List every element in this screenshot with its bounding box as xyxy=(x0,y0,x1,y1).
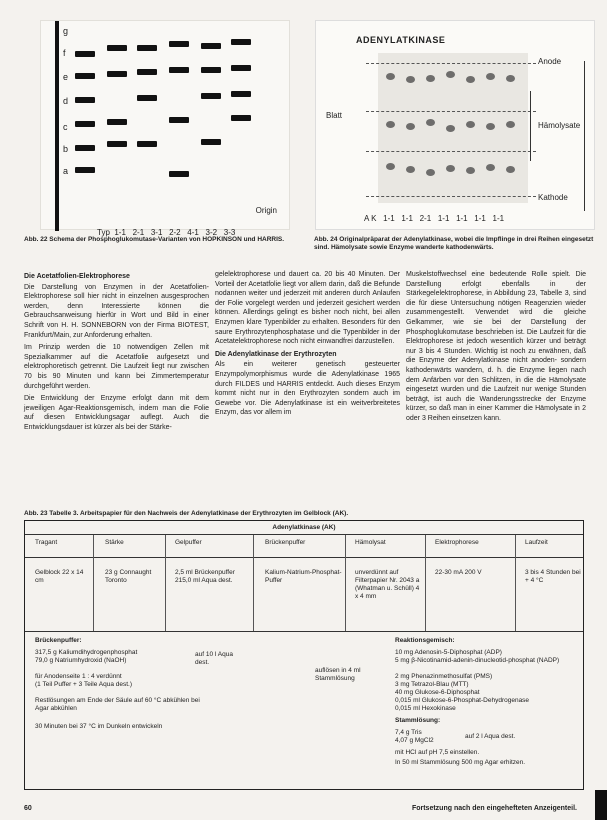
reagent-line: In 50 ml Stammlösung 500 mg Agar erhitzen. xyxy=(395,759,526,766)
reagent-line: Restlösungen am Ende der Säule auf 60 °C abkühlen bei Agar abkühlen xyxy=(35,697,200,712)
reagent-line: 79,0 g Natriumhydroxid (NaOH) xyxy=(35,657,127,664)
band xyxy=(201,139,221,145)
paragraph: Die Darstellung von Enzymen in der Acetatfolien-Elektrophorese soll hier nicht in einzelnen ausgesprochen werden, denn Interessierte können die Gebrauchsanweisung hierfür in Wort und Bild in einer Schrift von H. H. SONNEBORN von der Firma BIOTEST, Frankfurt/Main, zur Anforderung erhalten. xyxy=(24,283,209,339)
figure-24-caption: Abb. 24 Originalpräparat der Adenylatkinase, wobei die Impflinge in drei Reihen eingesetzt sind. Hämolysate sowie Enzyme wanderte kathodenwärts. xyxy=(314,236,594,251)
table-cell: unverdünnt auf Filterpapier Nr. 2043 a (Whatman u. Schüll) 4 x 4 mm xyxy=(355,569,420,600)
band xyxy=(75,121,95,127)
text-column-1 xyxy=(24,270,209,436)
gel-edge xyxy=(55,21,59,231)
dash-line xyxy=(366,111,536,112)
reagent-line: 0,015 ml Glukose-6-Phosphat-Dehydrogenase xyxy=(395,697,530,704)
spot xyxy=(426,75,435,82)
spot xyxy=(506,166,515,173)
reagent-line: für Anodenseite 1 : 4 verdünnt xyxy=(35,673,122,680)
lane-labels xyxy=(364,214,504,223)
table-cell: Kalium-Natrium-Phosphat-Puffer xyxy=(265,569,342,584)
row-separator xyxy=(25,557,583,558)
lane-label: 1-1 xyxy=(474,214,486,223)
table-cell: Gelblock 22 x 14 cm xyxy=(35,569,84,584)
lane-label: 4-1 xyxy=(187,228,199,237)
reagent-line: auf 10 l Aqua dest. xyxy=(195,651,233,666)
reagent-line: 3 mg Tetrazol-Blau (MTT) xyxy=(395,681,469,688)
band-letter: f xyxy=(63,48,66,58)
band xyxy=(137,45,157,51)
spot xyxy=(446,71,455,78)
band xyxy=(75,73,95,79)
origin-label: Origin xyxy=(255,206,277,215)
section-heading: Die Acetatfolien-Elektrophorese xyxy=(24,273,130,280)
lane-label: 3-1 xyxy=(150,228,163,237)
reagent-line: (1 Teil Puffer + 3 Teile Aqua dest.) xyxy=(35,681,133,688)
table-cell: 22-30 mA 200 V xyxy=(435,569,482,576)
bracket-line xyxy=(530,91,531,161)
table-cell: 23 g Connaught Toronto xyxy=(105,569,152,584)
band xyxy=(169,171,189,177)
continuation-note: Fortsetzung nach den eingehefteten Anzeigenteil. xyxy=(411,805,577,812)
spot xyxy=(386,73,395,80)
spot xyxy=(466,167,475,174)
text-column-3 xyxy=(406,270,586,427)
dash-line xyxy=(366,196,536,197)
column-separator xyxy=(425,535,426,631)
reagent-line: 4,07 g MgCl2 xyxy=(395,737,434,744)
spot xyxy=(506,121,515,128)
spot xyxy=(446,165,455,172)
lane-label: 1-1 xyxy=(114,228,126,237)
text-column-2 xyxy=(215,270,400,421)
paragraph: gelelektrophorese und dauert ca. 20 bis 40 Minuten. Der Vorteil der Acetatfolie liegt vor allem darin, daß die Befunde nodannen weiter und jederzeit mit anderen durch Anlaufen der Folie vorgelegt werden und jederzeit gesichert werden können. Allerdings gelingt es bisher noch nicht, bei allen Enzymen klare Typenbilder zu erhalten. Besonders für den saure Erythrozytenphosphatase und die Typenbilder in der Acetatelektrophorese noch nicht einwandfrei darzustellen. xyxy=(215,271,400,346)
band xyxy=(169,41,189,47)
table-cell: 3 bis 4 Stunden bei + 4 °C xyxy=(525,569,581,584)
band-letter: e xyxy=(63,72,69,82)
spot xyxy=(506,75,515,82)
work-table xyxy=(24,520,584,790)
band xyxy=(201,67,221,73)
paragraph: Als ein weiterer genetisch gesteuerter Enzympolymorphismus wurde die Adenylatkinase 1965 durch FILDES und HARRIS entdeckt. Auch dieses Enzym kommt nicht nur in den Erythrozyten sondern auch im Gewebe vor. Die Adenylatkinase ist ein weitverbreitetes Enzym, das vor allem im xyxy=(215,361,400,417)
paragraph: Im Prinzip werden die 10 notwendigen Zellen mit Spezialkammer auf die Acetatfolie aufgesetzt und elektrophoretisch getrennt. Die Laufzeit liegt nur zwischen 70 bis 90 Minuten und kann bei Zimmertemperatur durchgeführt werden. xyxy=(24,344,209,390)
reagent-line: 10 mg Adenosin-5-Diphosphat (ADP) xyxy=(395,649,502,656)
paragraph: Muskelstoffwechsel eine bedeutende Rolle spielt. Die Darstellung erfolgt ebenfalls in der Stärkegelelektrophorese, in Abbildung 23, Tabelle 3, sind die für diese Untersuchung nötigen Reagenzien wieder zusammengestellt. Verwendet wird die gleiche Gelkammer, wie sie bei der Darstellung der Phosphoglukomutase beschrieben ist. Die Laufzeit für die Elektrophorese ist jedoch wesentlich kürzer und beträgt nur 3 bis 4 Stunden. Wichtig ist noch zu erwähnen, daß die Enzyme der Adenylatkinase nicht anoden- sondern kathodenwärts wandern, d. h. die Enzyme liegen nach dem Anfärben vor den Schlitzen, in die die Hämolysate eingesetzt wurden und die Laufzeit nur wenige Stunden beträgt, ist auch die Wanderungsstrecke der Enzyme kürzer, so daß man in einer Kammer die Hämolysate in 2 oder 3 Reihen einsetzen kann. xyxy=(406,271,586,422)
column-separator xyxy=(93,535,94,631)
lane-label: 2-2 xyxy=(169,228,181,237)
column-separator xyxy=(253,535,254,631)
band xyxy=(107,71,127,77)
reagent-line: auf 2 l Aqua dest. xyxy=(465,733,516,740)
column-header: Elektrophorese xyxy=(435,539,479,546)
band-letter: d xyxy=(63,96,69,106)
band xyxy=(75,97,95,103)
spot xyxy=(486,164,495,171)
spot xyxy=(426,119,435,126)
kathode-label: Kathode xyxy=(538,193,568,202)
side-line xyxy=(584,61,585,211)
lane-title: Typ xyxy=(97,228,110,237)
column-separator xyxy=(165,535,166,631)
spot xyxy=(406,166,415,173)
lane-label: 1-1 xyxy=(437,214,450,223)
figure-22-caption: Abb. 22 Schema der Phosphoglukomutase-Varianten von HOPKINSON und HARRIS. xyxy=(24,236,285,243)
spot xyxy=(386,121,395,128)
band xyxy=(201,43,221,49)
reagent-line: 5 mg β-Nicotinamid-adenin-dinucleotid-phosphat (NADP) xyxy=(395,657,560,664)
figure-24-title: ADENYLATKINASE xyxy=(356,35,446,45)
lane-label: 2-1 xyxy=(132,228,145,237)
spot xyxy=(386,163,395,170)
spot xyxy=(486,123,495,130)
spot xyxy=(406,123,415,130)
band-letter: a xyxy=(63,166,69,176)
figure-22-schema xyxy=(40,20,290,237)
table-title: Adenylatkinase (AK) xyxy=(25,521,583,535)
lane-label: 1-1 xyxy=(383,214,395,223)
column-separator xyxy=(345,535,346,631)
section-heading: Die Adenylatkinase der Erythrozyten xyxy=(215,350,337,358)
spot xyxy=(406,76,415,83)
lane-label: 2-1 xyxy=(419,214,432,223)
reagent-line: 7,4 g Tris xyxy=(395,729,422,736)
column-header: Gelpuffer xyxy=(175,539,202,546)
brueckenpuffer-heading: Brückenpuffer: xyxy=(35,637,82,644)
spot xyxy=(486,73,495,80)
band xyxy=(231,65,251,71)
column-header: Hämolysat xyxy=(355,539,386,546)
band-letter: g xyxy=(63,26,69,36)
table-caption: Abb. 23 Tabelle 3. Arbeitspapier für den Nachweis der Adenylatkinase der Erythrozyten im Gelblock (AK). xyxy=(24,510,349,517)
reagent-line: 40 mg Glukose-6-Diphosphat xyxy=(395,689,480,696)
lane-label: 1-1 xyxy=(456,214,468,223)
band xyxy=(137,95,157,101)
column-header: Stärke xyxy=(105,539,124,546)
band xyxy=(137,69,157,75)
dash-line xyxy=(366,63,536,64)
spot xyxy=(426,169,435,176)
reagent-line: 2 mg Phenazinmethosulfat (PMS) xyxy=(395,673,493,680)
band xyxy=(75,167,95,173)
reagent-line: mit HCl auf pH 7,5 einstellen. xyxy=(395,749,480,756)
row-separator xyxy=(25,631,583,632)
reagent-line: 317,5 g Kaliumdihydrogenphosphat xyxy=(35,649,138,656)
table-cell: 2,5 ml Brückenpuffer 215,0 ml Aqua dest. xyxy=(175,569,235,584)
band xyxy=(169,117,189,123)
column-header: Tragant xyxy=(35,539,58,546)
band xyxy=(231,91,251,97)
scan-edge xyxy=(595,790,607,820)
reagent-line: 0,015 ml Hexokinase xyxy=(395,705,456,712)
reaktionsgemisch-heading: Reaktionsgemisch: xyxy=(395,637,455,644)
band xyxy=(137,141,157,147)
band xyxy=(231,39,251,45)
band xyxy=(75,51,95,57)
band xyxy=(107,141,127,147)
column-header: Laufzeit xyxy=(525,539,548,546)
band-letter: b xyxy=(63,144,69,154)
band xyxy=(107,45,127,51)
stammloesung-heading: Stammlösung: xyxy=(395,717,441,724)
band xyxy=(201,93,221,99)
band xyxy=(75,145,95,151)
dissolve-note: auflösen in 4 ml Stammlösung xyxy=(315,667,361,682)
page-number: 60 xyxy=(24,805,32,812)
anode-label: Anode xyxy=(538,57,562,66)
dash-line xyxy=(366,151,536,152)
lane-label: 3-3 xyxy=(223,228,236,237)
figure-24-gel xyxy=(315,20,595,230)
reagent-line: 30 Minuten bei 37 °C im Dunkeln entwickeln xyxy=(35,723,163,730)
haemolysate-label: Hämolysate xyxy=(538,121,581,130)
spot xyxy=(446,125,455,132)
column-separator xyxy=(515,535,516,631)
ak-label: A K xyxy=(364,214,377,223)
lane-label: 1-1 xyxy=(401,214,413,223)
band xyxy=(107,119,127,125)
spot xyxy=(466,76,475,83)
spot xyxy=(466,121,475,128)
band xyxy=(231,115,251,121)
blatt-label: Blatt xyxy=(326,111,343,120)
band xyxy=(169,67,189,73)
band-letter: c xyxy=(63,122,68,132)
paragraph: Die Entwicklung der Enzyme erfolgt dann mit dem jeweiligen Agar-Reaktionsgemisch, indem man die Folie auf diesen Entwicklungsagar auflegt. Auch die Entwicklungsdauer ist kürzer als bei der Stärke- xyxy=(24,395,209,431)
lane-label: 1-1 xyxy=(492,214,505,223)
lane-label: 3-2 xyxy=(205,228,218,237)
column-header: Brückenpuffer xyxy=(265,539,306,546)
